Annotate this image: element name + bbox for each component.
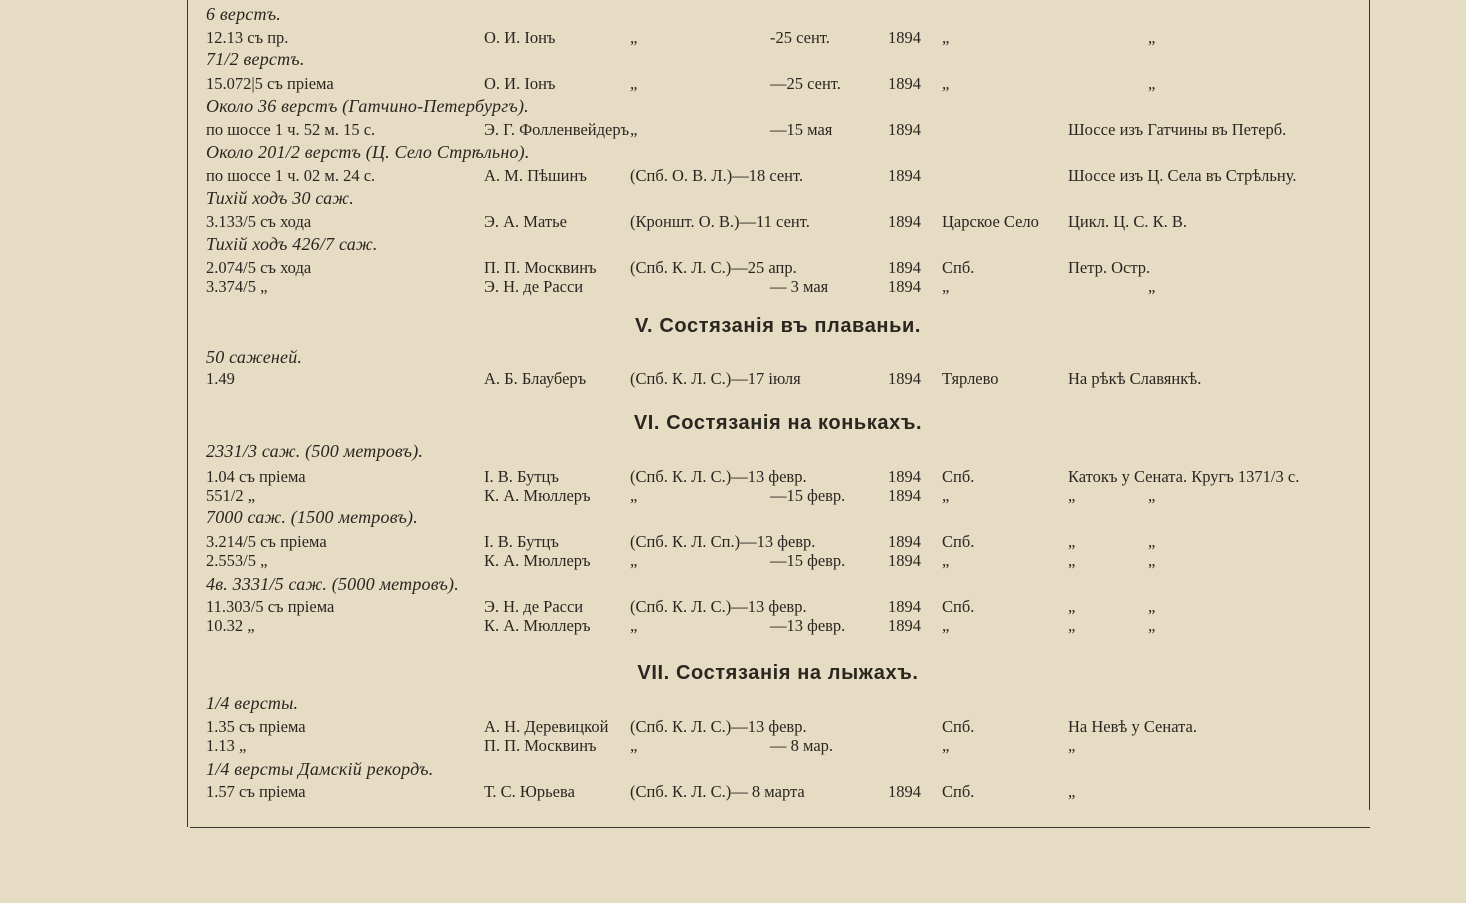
- record-cell: „: [630, 28, 638, 47]
- record-cell: Спб.: [942, 467, 975, 486]
- record-cell: „: [1068, 616, 1076, 635]
- record-cell: 1894: [888, 597, 921, 616]
- record-cell: „: [942, 736, 950, 755]
- record-cell: 1894: [888, 28, 921, 47]
- bottom-rule: [190, 827, 1370, 828]
- record-cell: 2.074/5 съ хода: [206, 258, 312, 277]
- record-cell: 1894: [888, 532, 921, 551]
- record-cell: О. И. Іонъ: [484, 74, 556, 93]
- record-cell: О. И. Іонъ: [484, 28, 556, 47]
- record-cell: „: [1068, 486, 1076, 505]
- section-heading: VII. Состязанія на лыжахъ.: [637, 662, 919, 684]
- record-cell: „: [942, 277, 950, 296]
- record-cell: А. М. Пѣшинъ: [484, 166, 587, 185]
- record-cell: —15 февр.: [770, 551, 846, 570]
- record-cell: —15 мая: [770, 120, 833, 139]
- record-cell: —25 сент.: [770, 74, 841, 93]
- distance-heading: 4в. 3331/5 саж. (5000 метровъ).: [206, 574, 459, 594]
- record-cell: (Спб. К. Л. С.)— 8 марта: [630, 782, 805, 801]
- record-cell: Э. А. Матье: [484, 212, 567, 231]
- distance-heading: 50 саженей.: [206, 347, 303, 367]
- record-cell: (Спб. К. Л. Сп.)—13 февр.: [630, 532, 816, 551]
- record-cell: Царское Село: [942, 212, 1039, 231]
- record-cell: 1.13 „: [206, 736, 247, 755]
- record-cell: „: [630, 74, 638, 93]
- record-cell: 11.303/5 съ пріема: [206, 597, 335, 616]
- record-cell: „: [1068, 736, 1076, 755]
- section-heading: VI. Состязанія на конькахъ.: [633, 412, 923, 434]
- record-cell: 2.553/5 „: [206, 551, 268, 570]
- distance-heading: Тихій ходъ 30 саж.: [206, 188, 354, 208]
- record-cell: 1894: [888, 616, 921, 635]
- record-cell: „: [630, 736, 638, 755]
- distance-heading: Тихій ходъ 426/7 саж.: [206, 234, 378, 254]
- record-cell: Катокъ у Сената. Кругъ 1371/3 с.: [1068, 467, 1300, 486]
- record-cell: 15.072|5 съ пріема: [206, 74, 334, 93]
- record-cell: (Спб. К. Л. С.)—13 февр.: [630, 467, 807, 486]
- record-cell: 1894: [888, 551, 921, 570]
- record-cell: Э. Г. Фолленвейдеръ: [484, 120, 630, 139]
- record-cell: Тярлево: [942, 369, 999, 388]
- record-cell: 1894: [888, 258, 921, 277]
- record-cell: (Спб. К. Л. С.)—13 февр.: [630, 717, 807, 736]
- record-cell: 1894: [888, 166, 921, 185]
- distance-heading: 1/4 версты Дамскій рекордъ.: [206, 759, 434, 779]
- record-cell: 12.13 съ пр.: [206, 28, 289, 47]
- record-cell: по шоссе 1 ч. 02 м. 24 с.: [206, 166, 376, 185]
- record-cell: „: [1068, 782, 1076, 801]
- record-cell: 551/2 „: [206, 486, 256, 505]
- record-cell: К. А. Мюллеръ: [484, 551, 591, 570]
- record-cell: —15 февр.: [770, 486, 846, 505]
- record-cell: „: [630, 551, 638, 570]
- record-cell: Э. Н. де Расси: [484, 597, 584, 616]
- record-cell: І. В. Бутцъ: [484, 532, 559, 551]
- distance-heading: Около 201/2 верстъ (Ц. Село Стрѣльно).: [206, 142, 530, 162]
- record-cell: „: [1148, 597, 1156, 616]
- section-heading: V. Состязанія въ плаваньи.: [634, 315, 922, 337]
- record-cell: — 3 мая: [770, 277, 829, 296]
- record-cell: „: [942, 74, 950, 93]
- record-cell: -25 сент.: [770, 28, 830, 47]
- record-cell: „: [1148, 532, 1156, 551]
- distance-heading: 1/4 версты.: [206, 693, 299, 713]
- record-cell: 10.32 „: [206, 616, 255, 635]
- record-cell: К. А. Мюллеръ: [484, 616, 591, 635]
- record-cell: 1894: [888, 212, 921, 231]
- record-cell: Э. Н. де Расси: [484, 277, 584, 296]
- record-cell: К. А. Мюллеръ: [484, 486, 591, 505]
- record-cell: 1894: [888, 120, 921, 139]
- record-cell: Цикл. Ц. С. К. В.: [1068, 212, 1188, 231]
- record-cell: „: [1148, 277, 1156, 296]
- record-cell: „: [1068, 597, 1076, 616]
- record-cell: 1894: [888, 467, 921, 486]
- record-cell: „: [1068, 532, 1076, 551]
- record-cell: 1894: [888, 74, 921, 93]
- record-cell: Шоссе изъ Ц. Села въ Стрѣльну.: [1068, 166, 1297, 185]
- record-cell: 3.374/5 „: [206, 277, 268, 296]
- record-cell: А. Н. Деревицкой: [484, 717, 609, 736]
- record-cell: „: [1148, 616, 1156, 635]
- record-cell: по шоссе 1 ч. 52 м. 15 с.: [206, 120, 376, 139]
- record-cell: „: [942, 551, 950, 570]
- record-cell: —13 февр.: [770, 616, 846, 635]
- record-cell: Спб.: [942, 597, 975, 616]
- record-cell: 1894: [888, 369, 921, 388]
- distance-heading: 2331/3 саж. (500 метровъ).: [206, 441, 424, 461]
- record-cell: Шоссе изъ Гатчины въ Петерб.: [1068, 120, 1287, 139]
- record-cell: (Спб. К. Л. С.)—13 февр.: [630, 597, 807, 616]
- record-cell: (Спб. О. В. Л.)—18 сент.: [630, 166, 804, 185]
- record-cell: На Невѣ у Сената.: [1068, 717, 1197, 736]
- record-cell: „: [1068, 551, 1076, 570]
- right-rule: [1369, 0, 1370, 810]
- record-cell: „: [630, 120, 638, 139]
- record-cell: „: [630, 616, 638, 635]
- record-cell: „: [630, 486, 638, 505]
- record-cell: 1894: [888, 277, 921, 296]
- distance-heading: Около 36 верстъ (Гатчино-Петербургъ).: [206, 96, 529, 116]
- record-cell: П. П. Москвинъ: [484, 736, 597, 755]
- record-cell: — 8 мар.: [770, 736, 834, 755]
- record-cell: 1.49: [206, 369, 235, 388]
- record-cell: Спб.: [942, 258, 975, 277]
- record-cell: А. Б. Блауберъ: [484, 369, 587, 388]
- record-cell: „: [942, 616, 950, 635]
- record-cell: „: [1148, 486, 1156, 505]
- record-cell: „: [942, 28, 950, 47]
- record-cell: Т. С. Юрьева: [484, 782, 575, 801]
- distance-heading: 6 верстъ.: [206, 4, 281, 24]
- record-cell: 1894: [888, 486, 921, 505]
- record-cell: 3.214/5 съ пріема: [206, 532, 327, 551]
- record-cell: Спб.: [942, 717, 975, 736]
- record-cell: „: [1148, 28, 1156, 47]
- record-cell: „: [1148, 74, 1156, 93]
- record-cell: На рѣкѣ Славянкѣ.: [1068, 369, 1202, 388]
- record-cell: Спб.: [942, 782, 975, 801]
- distance-heading: 71/2 верстъ.: [206, 49, 305, 69]
- record-cell: 1.04 съ пріема: [206, 467, 306, 486]
- record-cell: (Спб. К. Л. С.)—17 іюля: [630, 369, 801, 388]
- record-cell: (Кроншт. О. В.)—11 сент.: [630, 212, 810, 231]
- distance-heading: 7000 саж. (1500 метровъ).: [206, 507, 418, 527]
- record-cell: „: [1148, 551, 1156, 570]
- record-cell: Спб.: [942, 532, 975, 551]
- record-cell: (Спб. К. Л. С.)—25 апр.: [630, 258, 797, 277]
- record-cell: 1.35 съ пріема: [206, 717, 306, 736]
- record-cell: І. В. Бутцъ: [484, 467, 559, 486]
- record-cell: „: [942, 486, 950, 505]
- record-cell: 1894: [888, 782, 921, 801]
- record-cell: 3.133/5 съ хода: [206, 212, 312, 231]
- record-cell: Петр. Остр.: [1068, 258, 1151, 277]
- record-cell: 1.57 съ пріема: [206, 782, 306, 801]
- record-cell: П. П. Москвинъ: [484, 258, 597, 277]
